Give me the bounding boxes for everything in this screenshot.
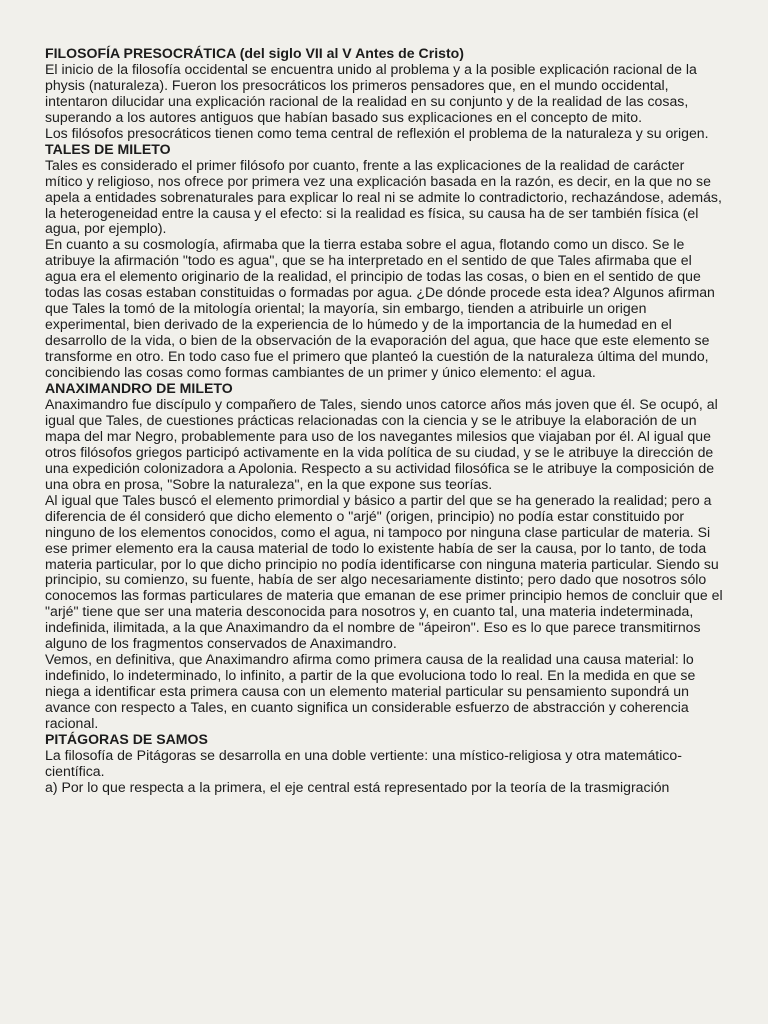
tales-paragraph-2: En cuanto a su cosmología, afirmaba que la tierra estaba sobre el agua, flotando como un disco. Se le atribuye la afirmación "todo es agua", que se ha interpretado en el sentido de que Tales afirmaba que el agua era el elemento originario de la realidad, el principio de todas las cosas, o bien en el sentido de que todas las cosas estaban constituidas o formadas por agua. ¿De dónde procede esta idea? Algunos afirman que Tales la tomó de la mitología oriental; la mayoría, sin embargo, tienden a atribuirle un origen experimental, bien derivado de la experiencia de lo húmedo y de la importancia de la humedad en el desarrollo de la vida, o bien de la observación de la evaporación del agua, que hace que este elemento se transforme en otro. En todo caso fue el primero que planteó la cuestión de la naturaleza última del mundo, concibiendo las cosas como formas cambiantes de un primer y único elemento: el agua. xyxy=(45,236,715,381)
intro-paragraph-2: Los filósofos presocráticos tienen como tema central de reflexión el problema de la naturaleza y su origen. xyxy=(45,124,709,141)
document-page xyxy=(45,46,723,796)
section-heading-anaximandro: ANAXIMANDRO DE MILETO xyxy=(45,380,233,397)
anaximandro-paragraph-1: Anaximandro fue discípulo y compañero de Tales, siendo unos catorce años más joven que él. Se ocupó, al igual que Tales, de cuestiones prácticas relacionadas con la ciencia y se le atribuye la elaboración de un mapa del mar Negro, probablemente para uso de los navegantes milesios que viajaban por él. Al igual que otros filósofos griegos participó activamente en la vida política de su ciudad, y se le atribuye la dirección de una expedición colonizadora a Apolonia. Respecto a su actividad filosófica se le atribuye la composición de una obra en prosa, "Sobre la naturaleza", en la que expone sus teorías. xyxy=(45,395,718,492)
document-title: FILOSOFÍA PRESOCRÁTICA (del siglo VII al V Antes de Cristo) xyxy=(45,45,464,61)
anaximandro-paragraph-3: Vemos, en definitiva, que Anaximandro afirma como primera causa de la realidad una causa material: lo indefinido, lo indeterminado, lo infinito, a partir de la que evoluciona todo lo real. En la medida en que se niega a identificar esta primera causa con un elemento material particular su pensamiento supondrá un avance con respecto a Tales, en cuanto significa un considerable esfuerzo de abstracción y coherencia racional. xyxy=(45,651,696,732)
section-heading-tales: TALES DE MILETO xyxy=(45,140,171,157)
intro-paragraph-1: El inicio de la filosofía occidental se encuentra unido al problema y a la posible explicación racional de la physis (naturaleza). Fueron los presocráticos los primeros pensadores que, en el mundo occidental, intentaron dilucidar una explicación racional de la realidad en su conjunto y de la realidad de las cosas, superando a los autores antiguos que habían basado sus explicaciones en el concepto de mito. xyxy=(45,60,697,125)
tales-paragraph-1: Tales es considerado el primer filósofo por cuanto, frente a las explicaciones de la realidad de carácter mítico y religioso, nos ofrece por primera vez una explicación basada en la razón, es decir, en la que no se apela a entidades sobrenaturales para explicar lo real ni se admite lo contradictorio, rechazándose, además, la heterogeneidad entre la causa y el efecto: si la realidad es física, su causa ha de ser también física (el agua, por ejemplo). xyxy=(45,156,722,237)
pitagoras-paragraph-1: La filosofía de Pitágoras se desarrolla en una doble vertiente: una místico-religiosa y otra matemático-científica. xyxy=(45,746,682,779)
section-heading-pitagoras: PITÁGORAS DE SAMOS xyxy=(45,730,208,747)
anaximandro-paragraph-2: Al igual que Tales buscó el elemento primordial y básico a partir del que se ha generado la realidad; pero a diferencia de él consideró que dicho elemento o "arjé" (origen, principio) no podía estar constituido por ninguno de los elementos conocidos, como el agua, ni tampoco por ninguna clase particular de materia. Si ese primer elemento era la causa material de todo lo existente había de ser la causa, por lo tanto, de toda materia particular, por lo que dicho principio no podía identificarse con ninguna materia particular. Siendo su principio, su comienzo, su fuente, había de ser algo necesariamente distinto; pero dado que nosotros sólo conocemos las formas particulares de materia que emanan de ese primer principio hemos de concluir que el "arjé" tiene que ser una materia desconocida para nosotros y, en cuanto tal, una materia indeterminada, indefinida, ilimitada, a la que Anaximandro da el nombre de "ápeiron". Eso es lo que parece transmitirnos alguno de los fragmentos conservados de Anaximandro. xyxy=(45,491,723,652)
pitagoras-paragraph-2: a) Por lo que respecta a la primera, el eje central está representado por la teoría de la trasmigración xyxy=(45,778,670,795)
